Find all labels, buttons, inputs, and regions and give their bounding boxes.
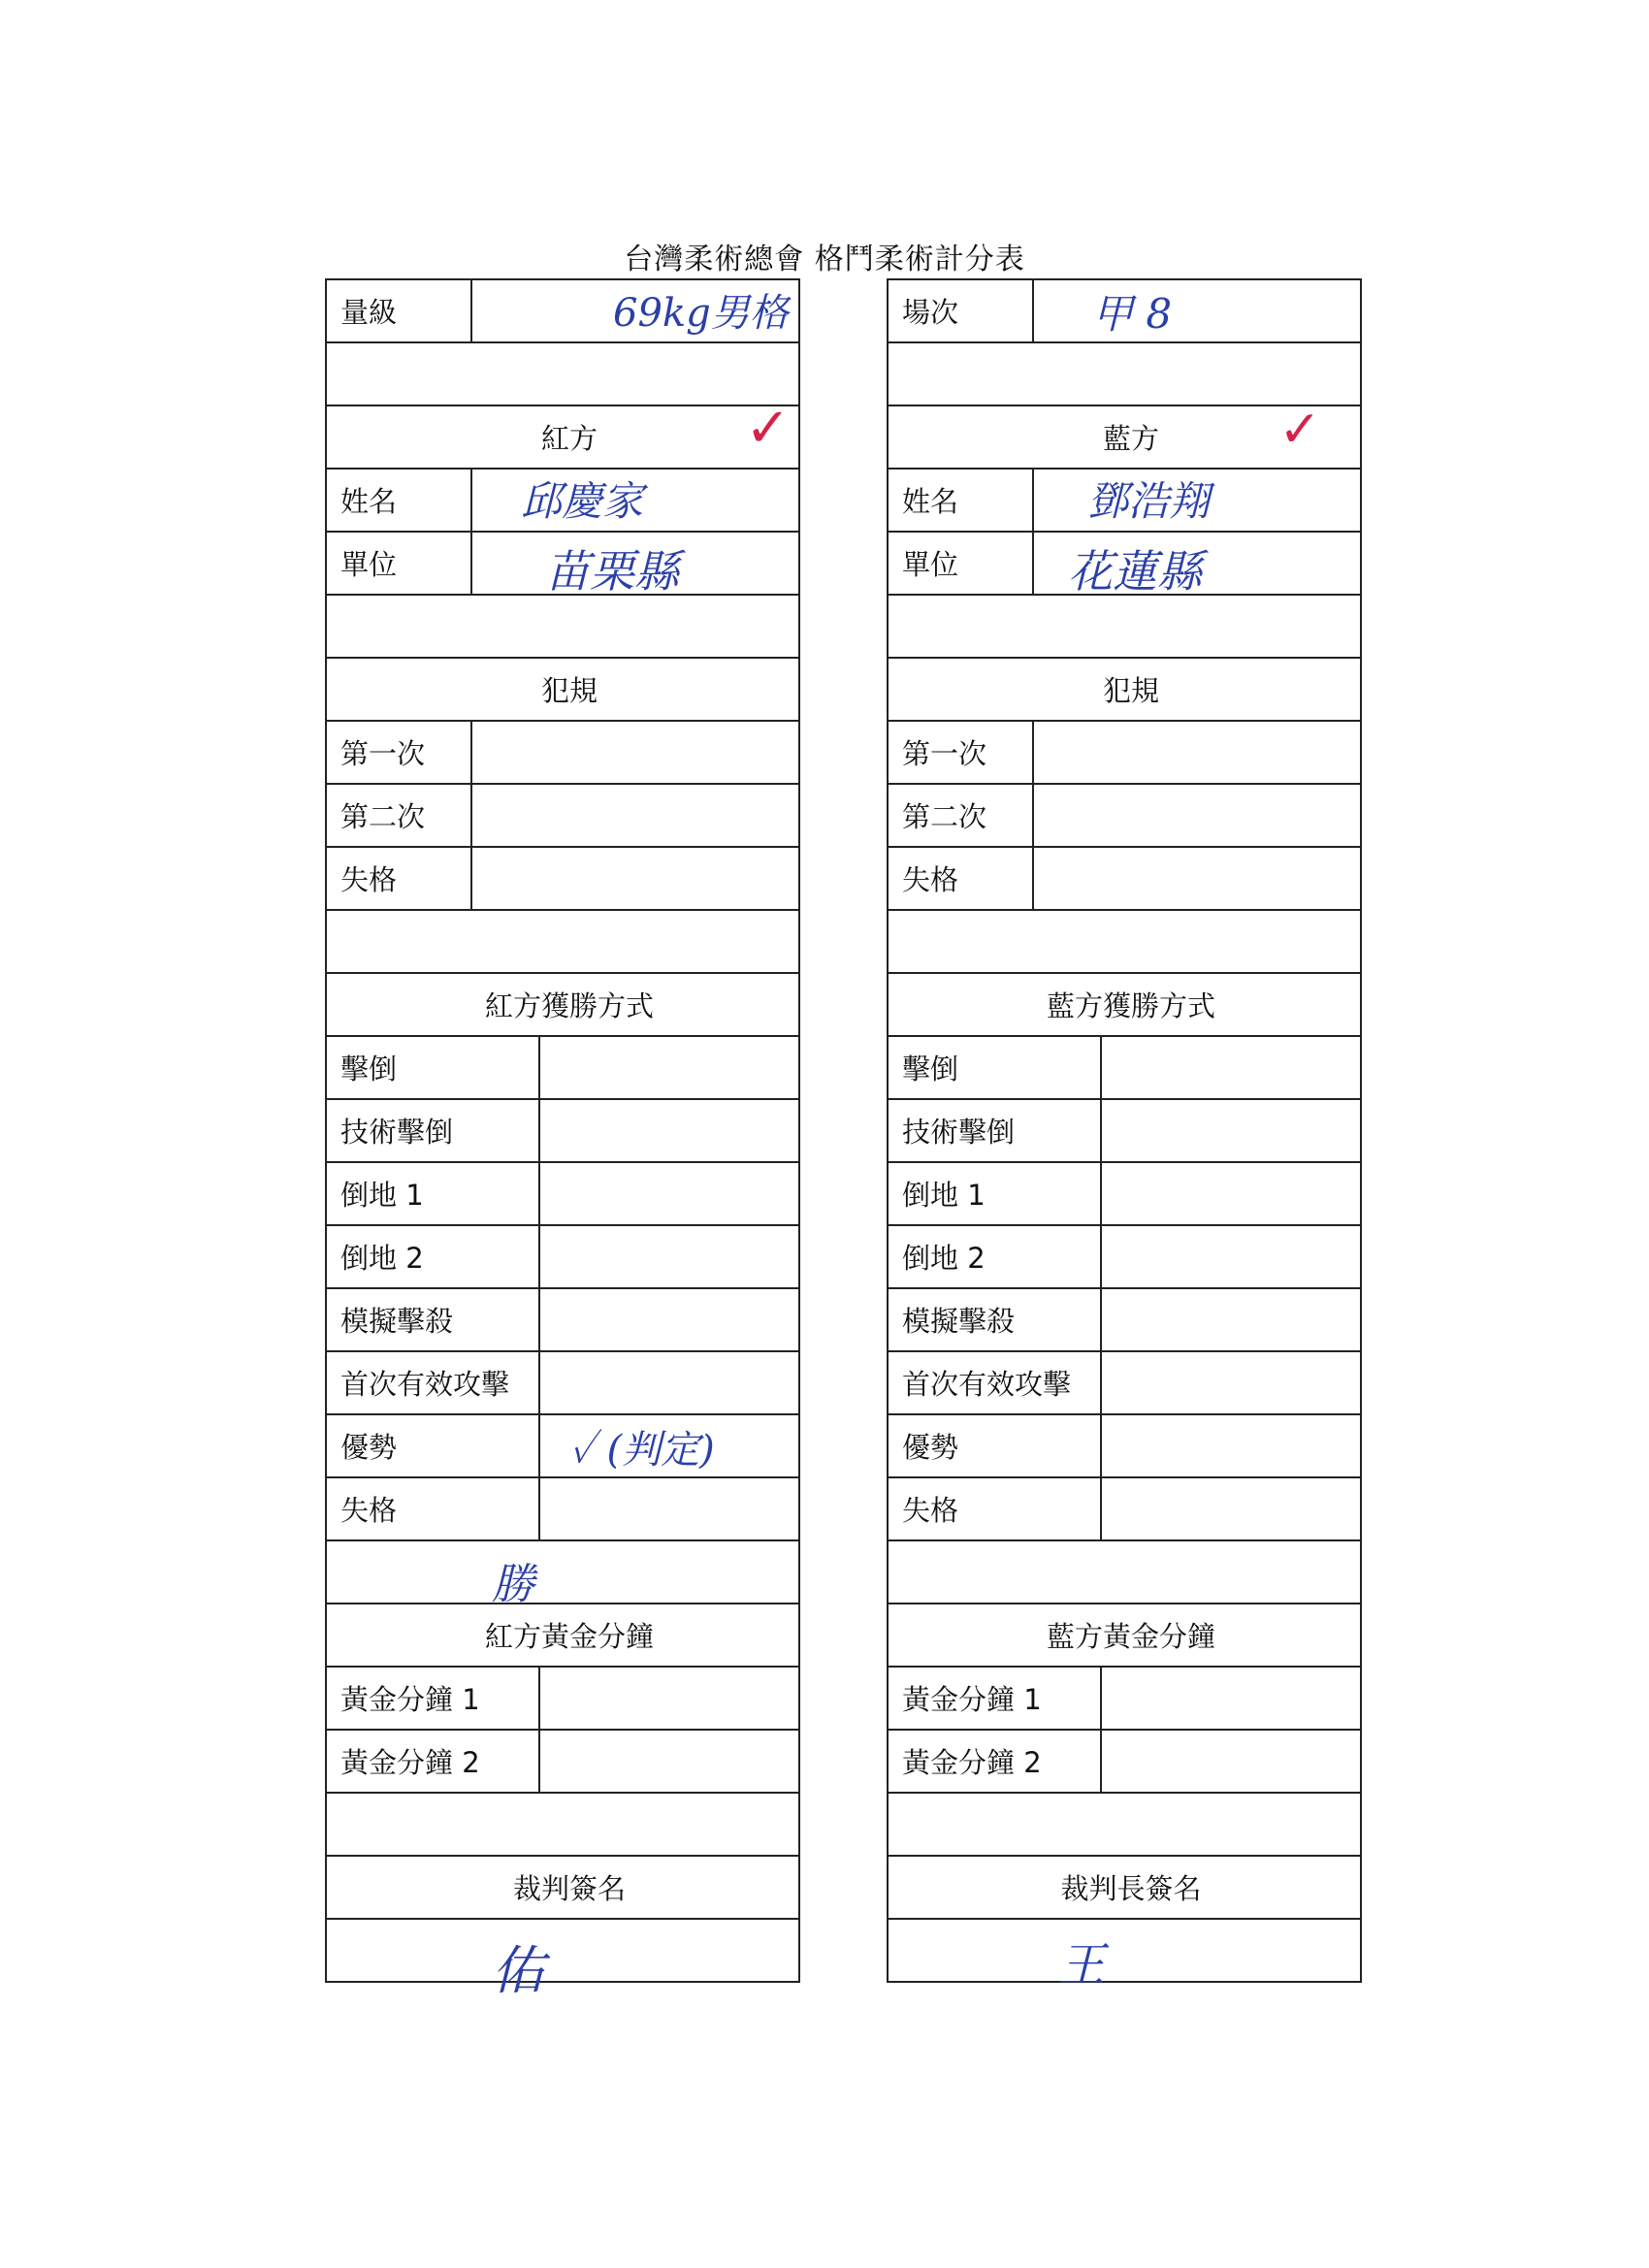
red-name-value: 邱慶家 bbox=[521, 477, 644, 525]
match-value: 甲 8 bbox=[1092, 290, 1173, 338]
chief-referee-sign-header: 裁判長簽名 bbox=[888, 1856, 1361, 1919]
foul-label: 失格 bbox=[326, 847, 471, 910]
win-method-label: 首次有效攻擊 bbox=[888, 1351, 1101, 1414]
red-unit-value: 苗栗縣 bbox=[545, 545, 679, 598]
match-label: 場次 bbox=[888, 279, 1033, 342]
golden-label: 黃金分鐘 1 bbox=[888, 1667, 1101, 1730]
red-win-header: 紅方獲勝方式 bbox=[326, 973, 799, 1036]
blank-row bbox=[888, 342, 1361, 405]
red-win-table bbox=[325, 972, 800, 1609]
blue-name-value: 鄧浩翔 bbox=[1087, 477, 1211, 525]
blank-row bbox=[326, 595, 799, 658]
unit-field[interactable] bbox=[1033, 532, 1361, 598]
red-score-table bbox=[325, 278, 800, 974]
name-label: 姓名 bbox=[326, 469, 471, 532]
foul-field[interactable] bbox=[1033, 847, 1361, 910]
blue-column bbox=[887, 278, 1362, 1993]
win-method-label: 技術擊倒 bbox=[888, 1099, 1101, 1162]
weight-value: 69kg男格 bbox=[613, 291, 789, 336]
weight-field[interactable] bbox=[471, 279, 799, 342]
weight-row bbox=[326, 279, 799, 342]
win-method-label: 倒地 1 bbox=[888, 1162, 1101, 1225]
win-method-field[interactable] bbox=[1101, 1225, 1361, 1288]
foul-field[interactable] bbox=[471, 847, 799, 910]
blue-unit-value: 花蓮縣 bbox=[1068, 545, 1202, 598]
blank-row bbox=[888, 1540, 1361, 1604]
win-method-field[interactable] bbox=[539, 1477, 799, 1540]
name-field[interactable] bbox=[471, 469, 799, 532]
win-method-label: 擊倒 bbox=[888, 1036, 1101, 1099]
red-column bbox=[325, 278, 800, 2001]
foul-field[interactable] bbox=[1033, 721, 1361, 784]
foul-field[interactable] bbox=[471, 784, 799, 847]
win-method-field[interactable] bbox=[1101, 1351, 1361, 1414]
red-fouls-header: 犯規 bbox=[326, 658, 799, 721]
golden-field[interactable] bbox=[539, 1667, 799, 1730]
golden-label: 黃金分鐘 2 bbox=[326, 1730, 539, 1793]
result-note: 勝 bbox=[492, 1560, 534, 1609]
blue-score-table bbox=[887, 278, 1362, 974]
blank-row bbox=[326, 1793, 799, 1856]
match-field[interactable] bbox=[1033, 279, 1361, 342]
win-method-field[interactable] bbox=[1101, 1288, 1361, 1351]
blue-golden-header: 藍方黃金分鐘 bbox=[888, 1604, 1361, 1667]
win-method-field[interactable] bbox=[539, 1351, 799, 1414]
chief-referee-sign-field[interactable] bbox=[888, 1919, 1361, 1993]
blank-row bbox=[888, 910, 1361, 973]
golden-label: 黃金分鐘 1 bbox=[326, 1667, 539, 1730]
win-method-label: 倒地 2 bbox=[326, 1225, 539, 1288]
blue-side-label: 藍方 bbox=[1102, 422, 1159, 455]
win-method-label: 優勢 bbox=[888, 1414, 1101, 1477]
foul-label: 第一次 bbox=[326, 721, 471, 784]
win-method-label: 擊倒 bbox=[326, 1036, 539, 1099]
red-golden-header: 紅方黃金分鐘 bbox=[326, 1604, 799, 1667]
blue-win-header: 藍方獲勝方式 bbox=[888, 973, 1361, 1036]
blank-row bbox=[888, 595, 1361, 658]
red-side-label: 紅方 bbox=[540, 422, 598, 455]
blue-check-mark: ✓ bbox=[1278, 401, 1321, 459]
win-method-field[interactable] bbox=[539, 1162, 799, 1225]
win-method-field[interactable] bbox=[1101, 1162, 1361, 1225]
win-method-field[interactable] bbox=[539, 1288, 799, 1351]
referee-sign-header: 裁判簽名 bbox=[326, 1856, 799, 1919]
win-method-label: 倒地 1 bbox=[326, 1162, 539, 1225]
foul-field[interactable] bbox=[1033, 784, 1361, 847]
blank-row bbox=[888, 1793, 1361, 1856]
chief-referee-signature: 王 bbox=[1058, 1938, 1106, 1993]
win-method-field[interactable] bbox=[539, 1414, 799, 1477]
golden-field[interactable] bbox=[539, 1730, 799, 1793]
red-check-mark: ✓ bbox=[745, 397, 791, 460]
blank-row bbox=[326, 910, 799, 973]
weight-label: 量級 bbox=[326, 279, 471, 342]
win-method-label: 失格 bbox=[326, 1477, 539, 1540]
win-method-field[interactable] bbox=[1101, 1477, 1361, 1540]
win-method-field[interactable] bbox=[539, 1036, 799, 1099]
win-method-label: 失格 bbox=[888, 1477, 1101, 1540]
unit-label: 單位 bbox=[326, 532, 471, 595]
foul-label: 第二次 bbox=[326, 784, 471, 847]
win-method-label: 倒地 2 bbox=[888, 1225, 1101, 1288]
win-method-label: 模擬擊殺 bbox=[326, 1288, 539, 1351]
red-golden-table bbox=[325, 1603, 800, 2001]
name-field[interactable] bbox=[1033, 469, 1361, 532]
win-method-label: 首次有效攻擊 bbox=[326, 1351, 539, 1414]
blank-row bbox=[326, 342, 799, 405]
foul-label: 第一次 bbox=[888, 721, 1033, 784]
blue-win-table bbox=[887, 972, 1362, 1604]
win-method-field[interactable] bbox=[1101, 1036, 1361, 1099]
referee-signature: 佑 bbox=[492, 1940, 544, 2001]
win-method-field[interactable] bbox=[539, 1225, 799, 1288]
golden-label: 黃金分鐘 2 bbox=[888, 1730, 1101, 1793]
win-method-label: 技術擊倒 bbox=[326, 1099, 539, 1162]
foul-label: 第二次 bbox=[888, 784, 1033, 847]
unit-field[interactable] bbox=[471, 532, 799, 598]
red-side-header bbox=[326, 397, 799, 469]
unit-label: 單位 bbox=[888, 532, 1033, 595]
golden-field[interactable] bbox=[1101, 1667, 1361, 1730]
blue-side-header bbox=[888, 401, 1361, 469]
blue-fouls-header: 犯規 bbox=[888, 658, 1361, 721]
win-method-label: 模擬擊殺 bbox=[888, 1288, 1101, 1351]
win-method-field[interactable] bbox=[1101, 1099, 1361, 1162]
result-note-row bbox=[326, 1540, 799, 1609]
referee-sign-field[interactable] bbox=[326, 1919, 799, 2001]
name-label: 姓名 bbox=[888, 469, 1033, 532]
win-method-field[interactable] bbox=[1101, 1414, 1361, 1477]
sheet-title: 台灣柔術總會 格鬥柔術計分表 bbox=[624, 243, 1025, 276]
advantage-value: ✓ (判定) bbox=[569, 1428, 715, 1473]
golden-field[interactable] bbox=[1101, 1730, 1361, 1793]
win-method-field[interactable] bbox=[539, 1099, 799, 1162]
foul-label: 失格 bbox=[888, 847, 1033, 910]
win-method-label: 優勢 bbox=[326, 1414, 539, 1477]
foul-field[interactable] bbox=[471, 721, 799, 784]
blue-golden-table bbox=[887, 1603, 1362, 1993]
